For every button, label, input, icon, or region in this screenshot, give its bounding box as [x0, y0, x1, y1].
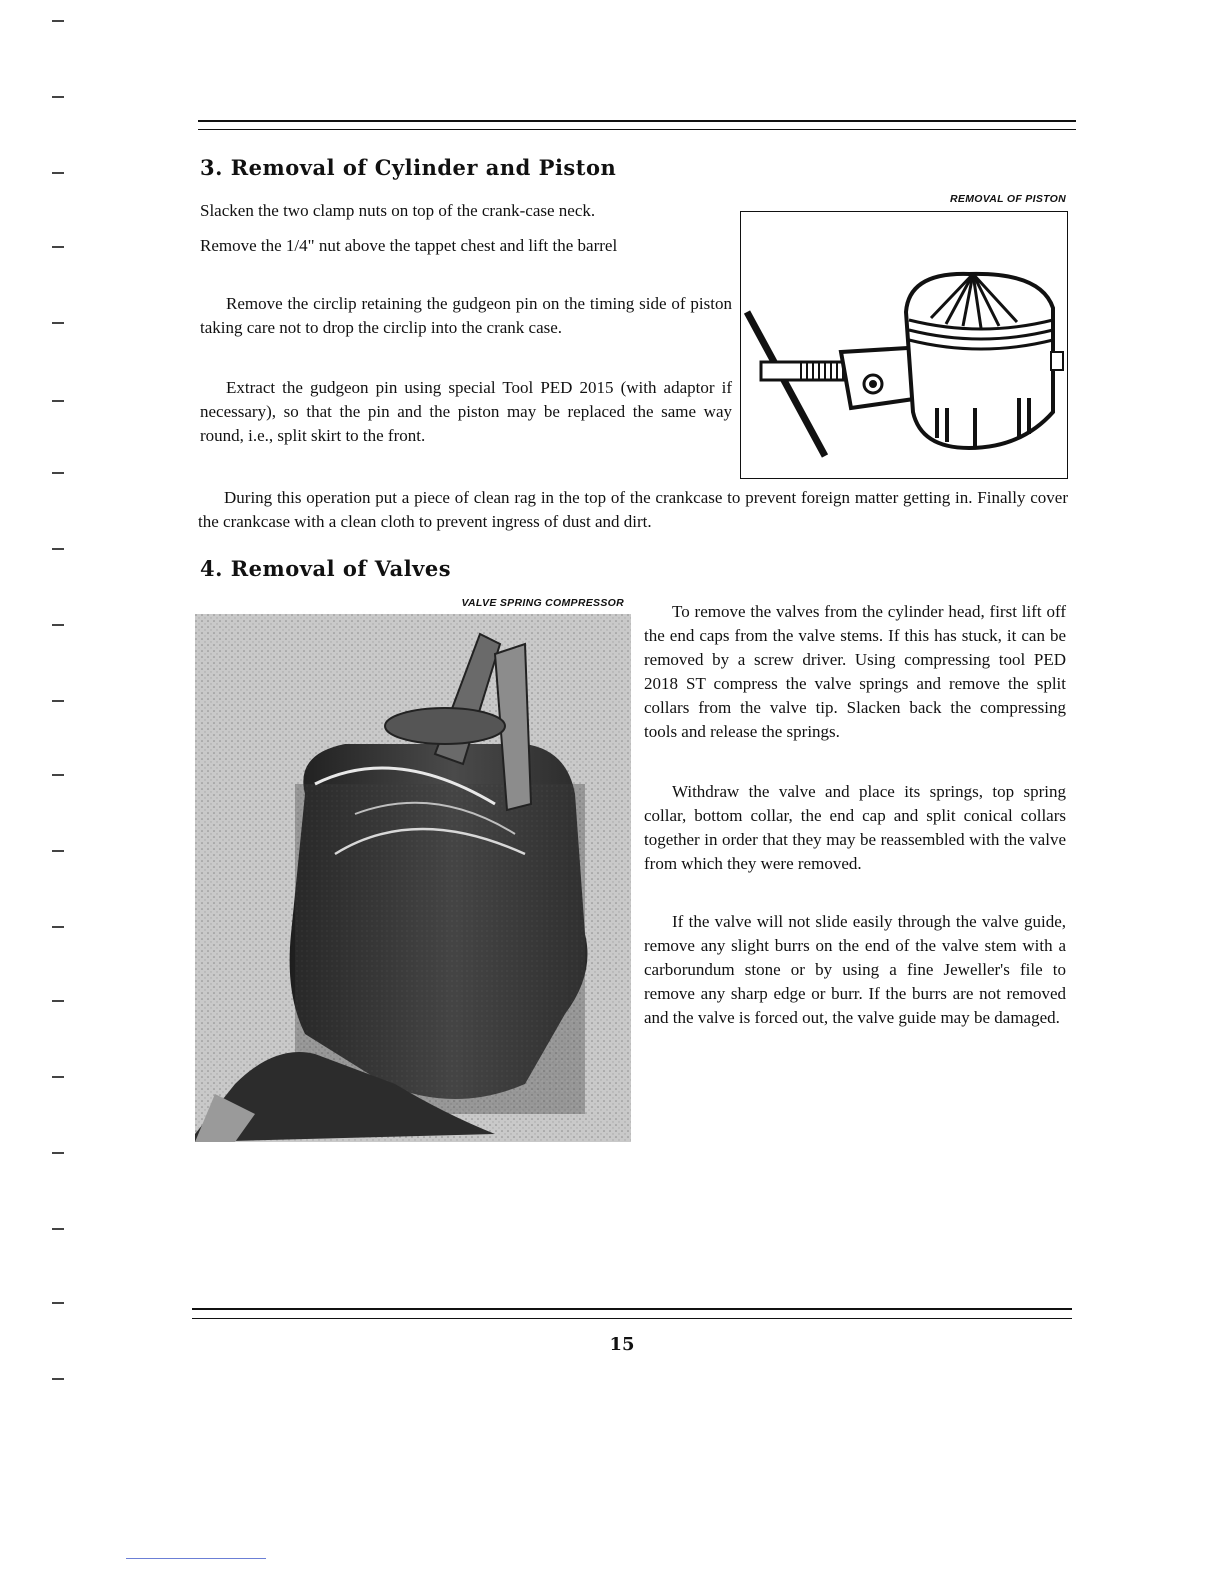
- bottom-rule-thin: [192, 1318, 1072, 1319]
- valve-compressor-illustration: [195, 614, 631, 1142]
- section-4-paragraph-2: Withdraw the valve and place its springs, top spring collar, bottom collar, the end cap and split conical collars together in order that they may be reassembled with the valve from which they were removed.: [644, 782, 1066, 873]
- section-3-paragraph-3: Remove the circlip retaining the gudgeon pin on the timing side of piston taking care not to drop the circlip into the crank case.: [200, 294, 732, 337]
- section-4-paragraph-1: To remove the valves from the cylinder head, first lift off the end caps from the valve stems. If this has stuck, it can be removed by a screw driver. Using compressing tool PED 2018 ST compress the valve springs and remove the split collars from the valve tip. Slacken back the compressing tools and release the springs.: [644, 602, 1066, 741]
- section-3-paragraph-4: Extract the gudgeon pin using special Tool PED 2015 (with adaptor if necessary), so that the pin and the piston may be replaced the same way round, i.e., split skirt to the front.: [200, 378, 732, 445]
- piston-removal-figure: [740, 211, 1068, 479]
- piston-figure-caption: REMOVAL OF PISTON: [950, 193, 1066, 205]
- valve-spring-compressor-photo: [195, 614, 631, 1142]
- page-number: 15: [609, 1334, 635, 1355]
- section-3-paragraph-2: Remove the 1/4" nut above the tappet chest and lift the barrel: [200, 236, 618, 255]
- section-3-paragraph-1: Slacken the two clamp nuts on top of the crank-case neck.: [200, 201, 596, 220]
- top-rule-thin: [198, 129, 1076, 130]
- section-3-paragraph-5: During this operation put a piece of clean rag in the top of the crankcase to prevent foreign matter getting in. Finally cover the crankcase with a clean cloth to prevent ingress of dust and dirt.: [198, 488, 1068, 531]
- bottom-edge-line: [126, 1558, 266, 1559]
- section-3-heading: 3. Removal of Cylinder and Piston: [200, 155, 617, 180]
- piston-illustration: [741, 212, 1067, 478]
- section-4-paragraph-3: If the valve will not slide easily through the valve guide, remove any slight burrs on the end of the valve stem with a carborundum stone or by using a fine Jeweller's file to remove any sharp edge or burr. If the burrs are not removed and the valve is forced out, the valve guide may be damaged.: [644, 912, 1066, 1027]
- top-rule-thick: [198, 120, 1076, 122]
- valve-figure-caption: VALVE SPRING COMPRESSOR: [461, 597, 624, 609]
- section-4-heading: 4. Removal of Valves: [200, 556, 452, 581]
- bottom-rule-thick: [192, 1308, 1072, 1310]
